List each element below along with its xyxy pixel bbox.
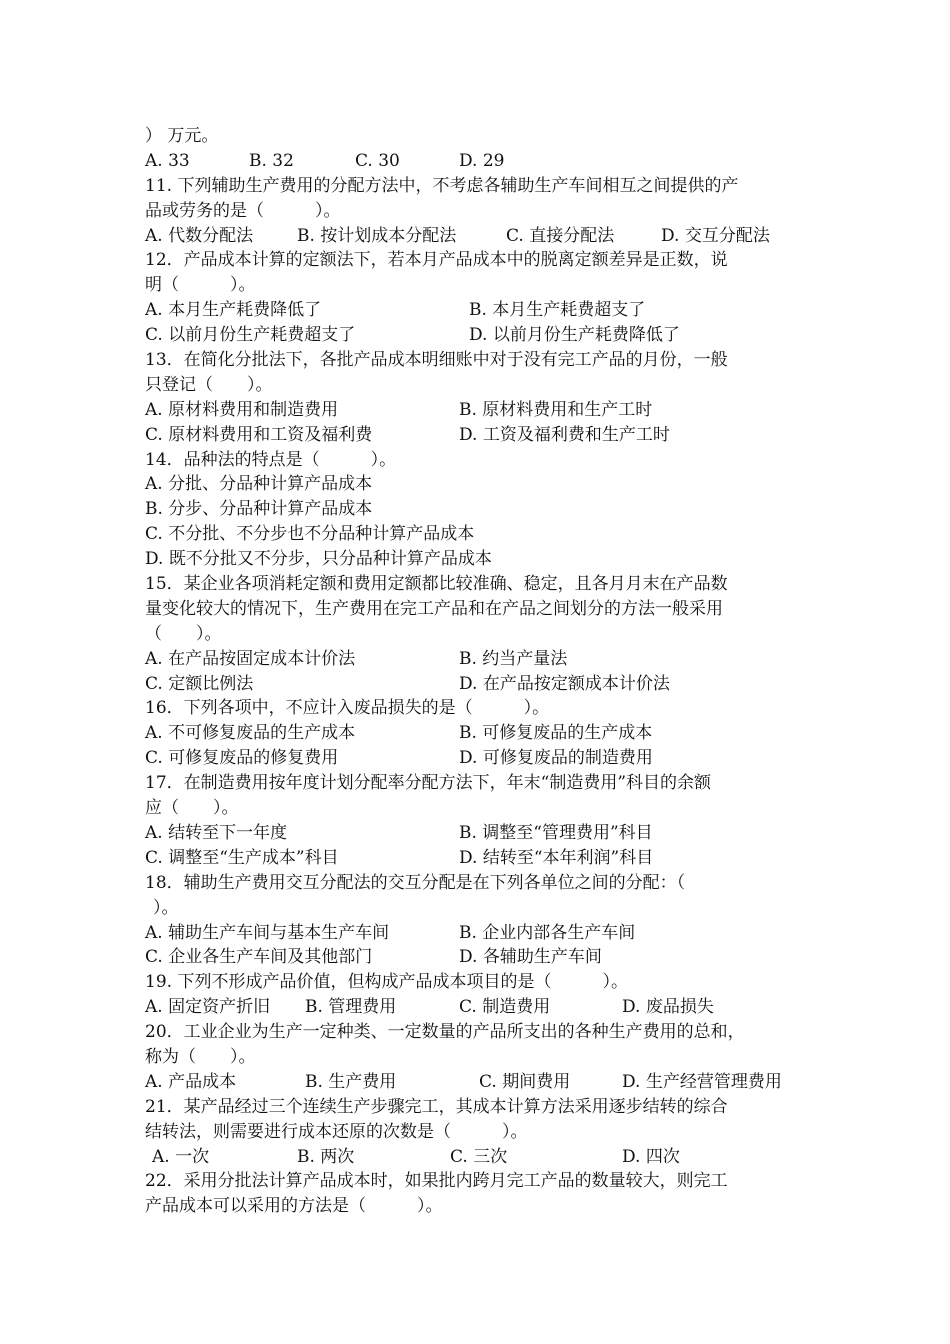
q17-option-a: A. 结转至下一年度 [145,822,288,843]
q17-option-c: C. 调整至“生产成本”科目 [145,847,339,868]
q15-stem-line-1: 15．某企业各项消耗定额和费用定额都比较准确、稳定，且各月月末在产品数 [145,574,728,595]
q17-stem-line-2: 应（ ）。 [145,798,239,819]
q19-option-d: D. 废品损失 [622,997,714,1018]
q11-stem-line-2: 品或劳务的是（ ）。 [145,200,341,221]
q12-stem-line-2: 明（ ）。 [145,275,256,296]
q17-stem-line-1: 17．在制造费用按年度计划分配率分配方法下，年末“制造费用”科目的余额 [145,773,712,794]
q12-options-row-1 [145,298,825,323]
q10-option-c: C. 30 [355,150,400,171]
q21-stem-line-1: 21．某产品经过三个连续生产步骤完工，其成本计算方法采用逐步结转的综合 [145,1096,728,1117]
q20-option-b: B. 生产费用 [305,1071,397,1092]
q21-option-a: A. 一次 [152,1146,210,1167]
q13-stem-line-2: 只登记（ ）。 [145,374,273,395]
q21-option-b: B. 两次 [297,1146,355,1167]
q10-option-d: D. 29 [459,150,505,171]
q15-option-a: A. 在产品按固定成本计价法 [145,648,356,669]
q12-option-c: C. 以前月份生产耗费超支了 [145,325,356,346]
q18-stem-line-1: 18．辅助生产费用交互分配法的交互分配是在下列各单位之间的分配：（ [145,872,686,893]
q11-option-b: B. 按计划成本分配法 [297,225,457,246]
q11-option-d: D. 交互分配法 [661,225,770,246]
q13-option-a: A. 原材料费用和制造费用 [145,399,339,420]
q11-options [145,224,825,249]
q18-option-a: A. 辅助生产车间与基本生产车间 [145,922,390,943]
q19-option-a: A. 固定资产折旧 [145,997,271,1018]
q21-option-c: C. 三次 [450,1146,508,1167]
q14-stem-line-1: 14．品种法的特点是（ ）。 [145,449,397,470]
q12-option-b: B. 本月生产耗费超支了 [469,300,646,321]
q15-option-d: D. 在产品按定额成本计价法 [459,673,670,694]
q12-option-a: A. 本月生产耗费降低了 [145,300,322,321]
q17-option-b: B. 调整至“管理费用”科目 [459,822,653,843]
q22-stem-line-2: 产品成本可以采用的方法是（ ）。 [145,1196,443,1217]
q18-option-c: C. 企业各生产车间及其他部门 [145,947,373,968]
q14-option-d: D. 既不分批又不分步，只分品种计算产品成本 [145,549,492,570]
q20-option-a: A. 产品成本 [145,1071,237,1092]
q19-stem-line-1: 19. 下列不形成产品价值，但构成产品成本项目的是（ ）。 [145,972,628,993]
q15-stem-line-2: 量变化较大的情况下，生产费用在完工产品和在产品之间划分的方法一般采用 [145,598,723,619]
q13-options-row-2 [145,423,825,448]
q12-stem-line-1: 12．产品成本计算的定额法下，若本月产品成本中的脱离定额差异是正数，说 [145,250,728,271]
q20-stem-line-2: 称为（ ）。 [145,1046,256,1067]
q14-option-c: C. 不分批、不分步也不分品种计算产品成本 [145,524,475,545]
q18-options-row-1 [145,921,825,946]
q11-option-c: C. 直接分配法 [506,225,615,246]
q21-option-d: D. 四次 [622,1146,680,1167]
q15-options-row-1 [145,647,825,672]
q10-options [145,149,825,174]
q18-option-b: B. 企业内部各生产车间 [459,922,636,943]
q22-stem-line-1: 22．采用分批法计算产品成本时，如果批内跨月完工产品的数量较大，则完工 [145,1171,728,1192]
q21-options [145,1145,825,1170]
q20-option-c: C. 期间费用 [479,1071,571,1092]
q10-option-a: A. 33 [145,150,190,171]
q13-stem-line-1: 13．在简化分批法下，各批产品成本明细账中对于没有完工产品的月份，一般 [145,350,728,371]
q16-options-row-1 [145,721,825,746]
q16-option-b: B. 可修复废品的生产成本 [459,723,653,744]
q17-options-row-1 [145,821,825,846]
q13-option-c: C. 原材料费用和工资及福利费 [145,424,373,445]
q13-option-d: D. 工资及福利费和生产工时 [459,424,670,445]
q11-stem-line-1: 11. 下列辅助生产费用的分配方法中，不考虑各辅助生产车间相互之间提供的产 [145,175,739,196]
q15-stem-line-3: （ ）。 [145,623,222,644]
question-list [145,124,825,1219]
q19-option-b: B. 管理费用 [305,997,397,1018]
q16-stem-line-1: 16．下列各项中，不应计入废品损失的是（ ）。 [145,698,550,719]
q18-option-d: D. 各辅助生产车间 [459,947,602,968]
q15-options-row-2 [145,672,825,697]
q11-option-a: A. 代数分配法 [145,225,254,246]
q14-option-b: B. 分步、分品种计算产品成本 [145,499,373,520]
q10-stem-tail: ） 万元。 [145,126,219,146]
q13-option-b: B. 原材料费用和生产工时 [459,399,653,420]
q16-option-c: C. 可修复废品的修复费用 [145,748,339,769]
q19-options [145,995,825,1020]
q15-option-b: B. 约当产量法 [459,648,568,669]
q21-stem-line-2: 结转法，则需要进行成本还原的次数是（ ）。 [145,1121,528,1142]
q16-option-a: A. 不可修复废品的生产成本 [145,723,356,744]
q18-stem-line-2: ）。 [153,897,179,918]
q14-option-a: A. 分批、分品种计算产品成本 [145,474,373,495]
q20-option-d: D. 生产经营管理费用 [622,1071,782,1092]
q20-stem-line-1: 20．工业企业为生产一定种类、一定数量的产品所支出的各种生产费用的总和， [145,1022,745,1043]
q12-options-row-2 [145,323,825,348]
q16-options-row-2 [145,746,825,771]
q13-options-row-1 [145,398,825,423]
q12-option-d: D. 以前月份生产耗费降低了 [469,325,680,346]
q20-options [145,1070,825,1095]
q10-option-b: B. 32 [249,150,294,171]
q19-option-c: C. 制造费用 [459,997,551,1018]
q17-options-row-2 [145,846,825,871]
q18-options-row-2 [145,945,825,970]
q16-option-d: D. 可修复废品的制造费用 [459,748,653,769]
q17-option-d: D. 结转至“本年利润”科目 [459,847,654,868]
q15-option-c: C. 定额比例法 [145,673,254,694]
